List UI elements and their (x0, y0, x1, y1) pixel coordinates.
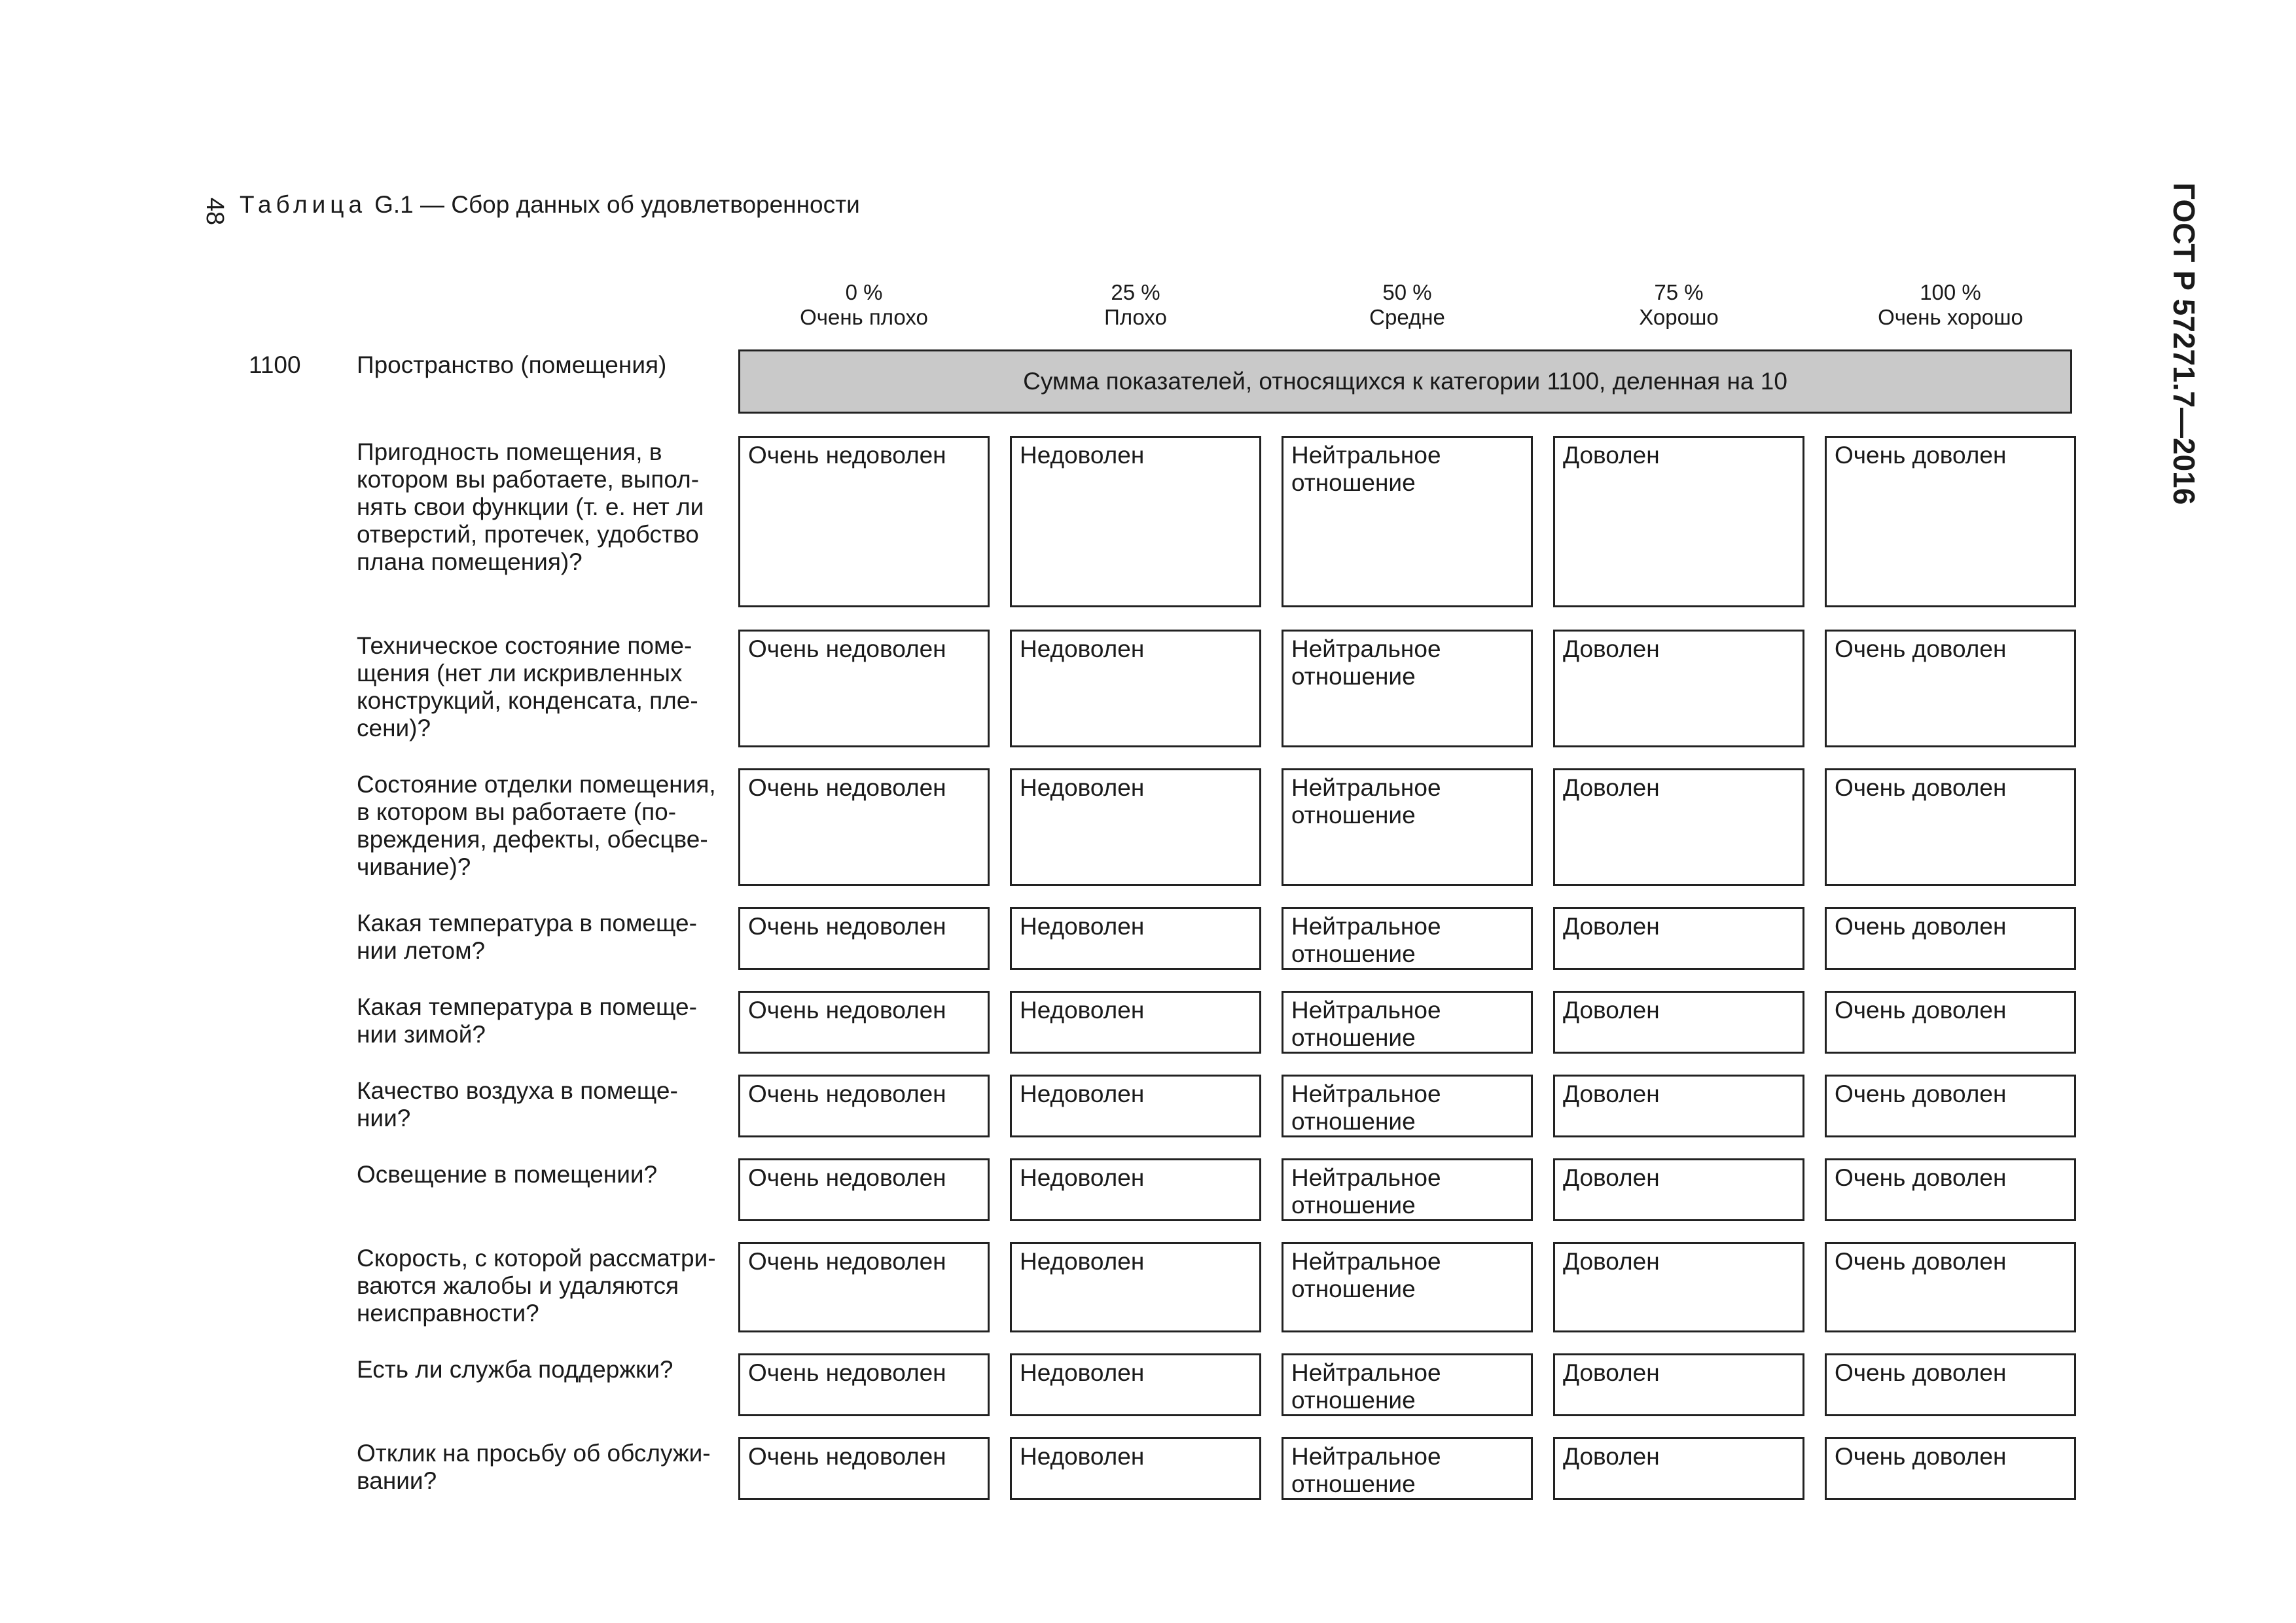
scale-percent: 75 % (1654, 280, 1704, 304)
answer-option-box[interactable] (1010, 1158, 1261, 1221)
scale-header-4 (1825, 280, 2076, 330)
question-line: плана помещения)? (357, 548, 583, 575)
scale-label: Очень плохо (800, 305, 928, 329)
question-line: чивание)? (357, 853, 471, 880)
question-line: Отклик на просьбу об обслужи- (357, 1440, 711, 1467)
answer-option-label: Нейтральное отношение (1291, 635, 1441, 690)
question-text (357, 1161, 730, 1188)
category-summary-text: Сумма показателей, относящихся к категории 1100, деленная на 10 (1023, 368, 1787, 395)
scale-header-3 (1553, 280, 1804, 330)
question-text (357, 910, 730, 965)
answer-option-label: Недоволен (1020, 997, 1145, 1024)
question-text (357, 771, 730, 881)
question-text (357, 993, 730, 1048)
answer-option-label: Очень недоволен (748, 1080, 946, 1107)
category-name: Пространство (помещения) (357, 351, 667, 378)
answer-option-box[interactable] (1282, 1158, 1533, 1221)
answer-option-label: Очень доволен (1835, 1359, 2007, 1386)
answer-option-box[interactable] (1010, 1242, 1261, 1332)
scale-percent: 25 % (1111, 280, 1160, 304)
page-number: 48 (201, 197, 228, 226)
answer-option-label: Очень недоволен (748, 1359, 946, 1386)
answer-option-label: Очень доволен (1835, 1248, 2007, 1275)
answer-option-label: Очень недоволен (748, 774, 946, 801)
answer-option-label: Очень недоволен (748, 1164, 946, 1191)
answer-option-label: Недоволен (1020, 1080, 1145, 1107)
answer-option-label: Доволен (1563, 442, 1660, 469)
scale-label: Плохо (1104, 305, 1167, 329)
question-line: Пригодность помещения, в (357, 438, 662, 465)
scale-header-2 (1282, 280, 1533, 330)
scale-label: Хорошо (1639, 305, 1719, 329)
answer-option-label: Очень недоволен (748, 1443, 946, 1470)
question-line: вреждения, дефекты, обесцве- (357, 826, 708, 853)
answer-option-label: Недоволен (1020, 1164, 1145, 1191)
answer-option-box[interactable] (738, 1242, 990, 1332)
answer-option-box[interactable] (1010, 991, 1261, 1054)
question-line: Качество воздуха в помеще- (357, 1077, 678, 1104)
question-line: нии? (357, 1105, 411, 1132)
question-line: нии зимой? (357, 1021, 486, 1048)
answer-option-label: Очень доволен (1835, 1164, 2007, 1191)
question-line: конструкций, конденсата, пле- (357, 687, 698, 714)
answer-option-label: Нейтральное отношение (1291, 1248, 1441, 1302)
table-caption (240, 188, 860, 221)
answer-option-box[interactable] (1553, 1075, 1804, 1137)
answer-option-box[interactable] (1825, 436, 2076, 607)
answer-option-label: Доволен (1563, 913, 1660, 940)
answer-option-label: Нейтральное отношение (1291, 774, 1441, 829)
answer-option-box[interactable] (1010, 768, 1261, 886)
answer-option-box[interactable] (1825, 1437, 2076, 1500)
answer-option-label: Доволен (1563, 774, 1660, 801)
answer-option-label: Недоволен (1020, 1443, 1145, 1470)
question-line: Какая температура в помеще- (357, 993, 697, 1020)
answer-option-box[interactable] (1825, 1353, 2076, 1416)
answer-option-box[interactable] (1282, 907, 1533, 970)
answer-option-label: Очень недоволен (748, 913, 946, 940)
question-line: нять свои функции (т. е. нет ли (357, 493, 704, 520)
question-text (357, 1356, 730, 1383)
question-line: в котором вы работаете (по- (357, 798, 677, 825)
scale-percent: 50 % (1382, 280, 1432, 304)
answer-option-label: Нейтральное отношение (1291, 1443, 1441, 1497)
answer-option-label: Очень доволен (1835, 997, 2007, 1024)
answer-option-label: Недоволен (1020, 1359, 1145, 1386)
answer-option-box[interactable] (1282, 436, 1533, 607)
answer-option-box[interactable] (1010, 436, 1261, 607)
answer-option-box[interactable] (1553, 907, 1804, 970)
question-text (357, 1245, 730, 1327)
answer-option-box[interactable] (1010, 1353, 1261, 1416)
question-line: Скорость, с которой рассматри- (357, 1245, 716, 1272)
question-line: сени)? (357, 715, 431, 741)
answer-option-box[interactable] (1553, 1437, 1804, 1500)
answer-option-label: Недоволен (1020, 913, 1145, 940)
answer-option-label: Очень доволен (1835, 913, 2007, 940)
answer-option-label: Доволен (1563, 1080, 1660, 1107)
answer-option-box[interactable] (1553, 1242, 1804, 1332)
answer-option-box[interactable] (738, 1437, 990, 1500)
standard-code: ГОСТ Р 57271.7—2016 (2167, 183, 2201, 505)
question-line: Состояние отделки помещения, (357, 771, 716, 798)
answer-option-box[interactable] (1825, 768, 2076, 886)
answer-option-box[interactable] (738, 1353, 990, 1416)
scale-percent: 0 % (845, 280, 883, 304)
category-summary-bar (738, 349, 2072, 414)
answer-option-label: Очень доволен (1835, 442, 2007, 469)
answer-option-box[interactable] (738, 768, 990, 886)
table-label: Таблица (240, 191, 367, 218)
answer-option-box[interactable] (1825, 1075, 2076, 1137)
scale-header-1 (1010, 280, 1261, 330)
question-line: Есть ли служба поддержки? (357, 1356, 673, 1383)
question-line: Техническое состояние поме- (357, 632, 692, 659)
answer-option-box[interactable] (1553, 630, 1804, 747)
answer-option-box[interactable] (738, 991, 990, 1054)
answer-option-box[interactable] (1825, 630, 2076, 747)
answer-option-box[interactable] (1825, 907, 2076, 970)
question-line: отверстий, протечек, удобство (357, 521, 699, 548)
answer-option-box[interactable] (738, 1158, 990, 1221)
question-line: Освещение в помещении? (357, 1161, 658, 1188)
scale-percent: 100 % (1920, 280, 1981, 304)
table-title: G.1 — Сбор данных об удовлетворенности (374, 191, 860, 218)
answer-option-box[interactable] (1553, 436, 1804, 607)
answer-option-label: Очень недоволен (748, 442, 946, 469)
answer-option-box[interactable] (1553, 1158, 1804, 1221)
category-code: 1100 (249, 351, 301, 378)
answer-option-box[interactable] (1282, 630, 1533, 747)
answer-option-box[interactable] (1282, 1075, 1533, 1137)
answer-option-label: Доволен (1563, 635, 1660, 662)
answer-option-label: Доволен (1563, 1359, 1660, 1386)
question-line: Какая температура в помеще- (357, 910, 697, 936)
answer-option-box[interactable] (1282, 1437, 1533, 1500)
answer-option-label: Очень доволен (1835, 1080, 2007, 1107)
question-text (357, 438, 730, 576)
answer-option-label: Нейтральное отношение (1291, 442, 1441, 496)
answer-option-label: Доволен (1563, 997, 1660, 1024)
question-line: котором вы работаете, выпол- (357, 466, 700, 493)
answer-option-box[interactable] (738, 907, 990, 970)
answer-option-box[interactable] (1282, 768, 1533, 886)
question-line: нии летом? (357, 937, 486, 964)
answer-option-label: Нейтральное отношение (1291, 1359, 1441, 1414)
scale-label: Очень хорошо (1878, 305, 2023, 329)
answer-option-label: Очень недоволен (748, 997, 946, 1024)
question-line: вании? (357, 1467, 437, 1494)
answer-option-box[interactable] (1010, 1437, 1261, 1500)
answer-option-label: Доволен (1563, 1443, 1660, 1470)
question-text (357, 1440, 730, 1495)
answer-option-box[interactable] (1825, 1242, 2076, 1332)
question-line: неисправности? (357, 1300, 539, 1327)
answer-option-label: Очень доволен (1835, 635, 2007, 662)
answer-option-box[interactable] (1282, 1353, 1533, 1416)
answer-option-box[interactable] (1553, 768, 1804, 886)
answer-option-box[interactable] (1825, 991, 2076, 1054)
answer-option-label: Нейтральное отношение (1291, 913, 1441, 967)
answer-option-label: Нейтральное отношение (1291, 997, 1441, 1051)
answer-option-box[interactable] (1010, 907, 1261, 970)
answer-option-box[interactable] (738, 630, 990, 747)
answer-option-label: Очень недоволен (748, 1248, 946, 1275)
answer-option-box[interactable] (1825, 1158, 2076, 1221)
answer-option-box[interactable] (1010, 1075, 1261, 1137)
answer-option-label: Доволен (1563, 1164, 1660, 1191)
question-text (357, 632, 730, 742)
answer-option-label: Очень доволен (1835, 1443, 2007, 1470)
answer-option-label: Недоволен (1020, 635, 1145, 662)
answer-option-box[interactable] (738, 436, 990, 607)
answer-option-label: Очень недоволен (748, 635, 946, 662)
answer-option-label: Нейтральное отношение (1291, 1164, 1441, 1219)
answer-option-label: Очень доволен (1835, 774, 2007, 801)
answer-option-box[interactable] (1553, 991, 1804, 1054)
answer-option-box[interactable] (738, 1075, 990, 1137)
answer-option-box[interactable] (1282, 991, 1533, 1054)
answer-option-label: Недоволен (1020, 774, 1145, 801)
scale-label: Средне (1369, 305, 1445, 329)
question-line: щения (нет ли искривленных (357, 660, 683, 687)
question-line: ваются жалобы и удаляются (357, 1272, 679, 1299)
answer-option-label: Нейтральное отношение (1291, 1080, 1441, 1135)
answer-option-label: Недоволен (1020, 1248, 1145, 1275)
answer-option-box[interactable] (1553, 1353, 1804, 1416)
answer-option-label: Недоволен (1020, 442, 1145, 469)
question-text (357, 1077, 730, 1132)
scale-header-0 (738, 280, 990, 330)
answer-option-box[interactable] (1010, 630, 1261, 747)
answer-option-label: Доволен (1563, 1248, 1660, 1275)
answer-option-box[interactable] (1282, 1242, 1533, 1332)
